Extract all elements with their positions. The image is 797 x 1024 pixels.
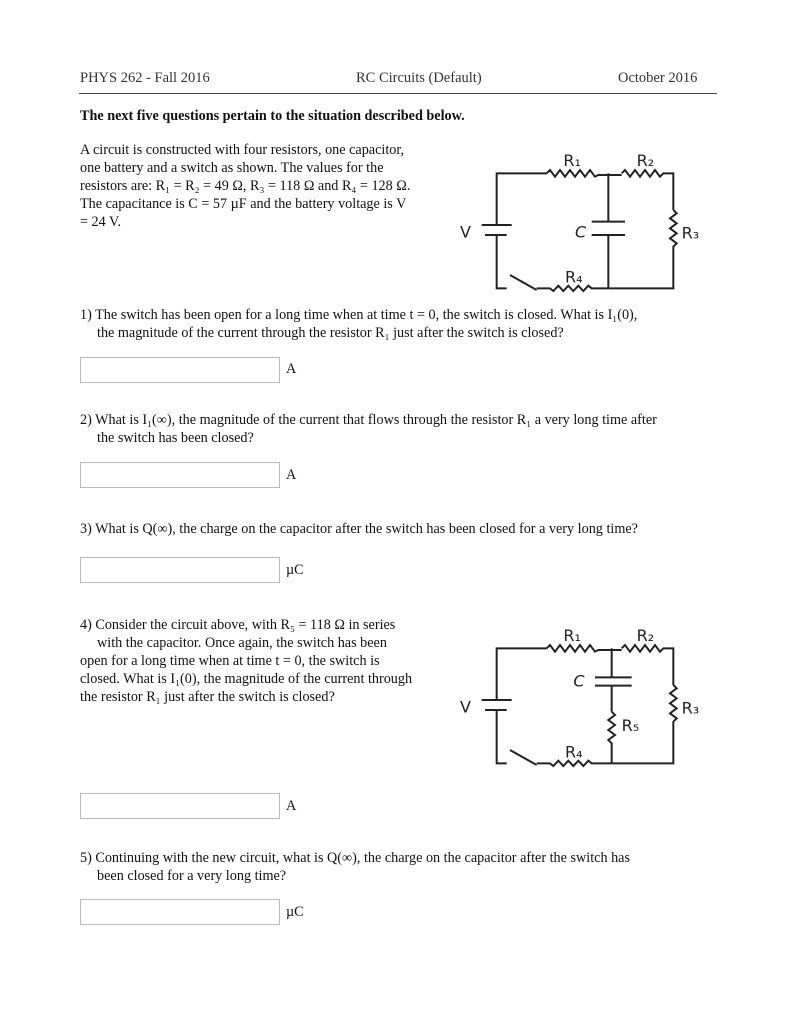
label-r3: R₃: [681, 698, 700, 718]
question-text: the switch has been closed?: [97, 430, 254, 446]
answer-input-3[interactable]: [80, 557, 280, 583]
label-r2: R₂: [636, 626, 655, 645]
intro-heading: The next five questions pertain to the situation described below.: [80, 108, 465, 124]
question-1: [80, 306, 720, 342]
capacitor: [595, 648, 632, 711]
wire: [497, 710, 507, 763]
label-r4: R₄: [565, 742, 583, 762]
wire: [497, 173, 547, 225]
question-text: 4) Consider the circuit above, with R₅ = 118 Ω in series: [80, 617, 396, 633]
label-v: V: [460, 222, 471, 242]
switch: [510, 750, 537, 765]
label-r1: R₁: [563, 151, 581, 170]
answer-input-2[interactable]: [80, 462, 280, 488]
question-5: [80, 849, 720, 885]
unit-label: µC: [286, 562, 304, 578]
question-text: the resistor R₁ just after the switch is closed?: [80, 689, 335, 705]
question-3: [80, 520, 720, 538]
question-text: 1) The switch has been open for a long time when at time t = 0, the switch is closed. What is I₁(0),: [80, 307, 638, 323]
question-text: 5) Continuing with the new circuit, what is Q(∞), the charge on the capacitor after the switch has: [80, 850, 630, 866]
unit-label: A: [286, 467, 297, 483]
label-v: V: [460, 697, 471, 717]
header-course: PHYS 262 - Fall 2016: [80, 70, 210, 86]
intro-line: resistors are: R₁ = R₂ = 49 Ω, R₃ = 118 Ω and R₄ = 128 Ω.: [80, 178, 411, 194]
label-c: C: [575, 222, 587, 242]
question-text: the magnitude of the current through the resistor R₁ just after the switch is closed?: [97, 325, 564, 341]
question-text: been closed for a very long time?: [97, 868, 287, 884]
question-text: closed. What is I₁(0), the magnitude of the current through: [80, 671, 413, 687]
wire: [497, 235, 507, 288]
answer-input-5[interactable]: [80, 899, 280, 925]
switch: [510, 275, 537, 290]
circuit-diagram-2: [440, 615, 700, 780]
header-date: October 2016: [618, 70, 698, 86]
question-text: open for a long time when at time t = 0, the switch is: [80, 653, 380, 669]
wire: [497, 648, 547, 700]
question-text: 2) What is I₁(∞), the magnitude of the current that flows through the resistor R₁ a very long time after: [80, 412, 657, 428]
intro-line: one battery and a switch as shown. The values for the: [80, 160, 384, 176]
unit-label: A: [286, 361, 297, 377]
resistor-r5: [608, 712, 615, 764]
resistor-r1: [547, 170, 622, 177]
resistor-r2: [622, 645, 674, 685]
question-text: with the capacitor. Once again, the switch has been: [97, 635, 387, 651]
label-r2: R₂: [636, 151, 655, 170]
capacitor: [592, 173, 625, 288]
answer-input-1[interactable]: [80, 357, 280, 383]
intro-line: = 24 V.: [80, 214, 121, 230]
label-c: C: [573, 671, 585, 691]
label-r1: R₁: [563, 626, 581, 645]
resistor-r2: [622, 170, 674, 210]
answer-input-4[interactable]: [80, 793, 280, 819]
unit-label: µC: [286, 904, 304, 920]
header-divider: [79, 93, 717, 94]
intro-paragraph: [80, 141, 460, 231]
intro-line: The capacitance is C = 57 µF and the battery voltage is V: [80, 196, 407, 212]
label-r3: R₃: [681, 223, 700, 243]
circuit-diagram-1: [440, 140, 700, 300]
question-4: [80, 616, 450, 706]
question-2: [80, 411, 720, 447]
header-title: RC Circuits (Default): [356, 70, 482, 86]
resistor-r1: [547, 645, 622, 652]
label-r4: R₄: [565, 267, 583, 287]
intro-line: A circuit is constructed with four resistors, one capacitor,: [80, 142, 405, 158]
question-text: 3) What is Q(∞), the charge on the capacitor after the switch has been closed for a very long time?: [80, 521, 638, 537]
unit-label: A: [286, 798, 297, 814]
label-r5: R₅: [621, 716, 640, 735]
